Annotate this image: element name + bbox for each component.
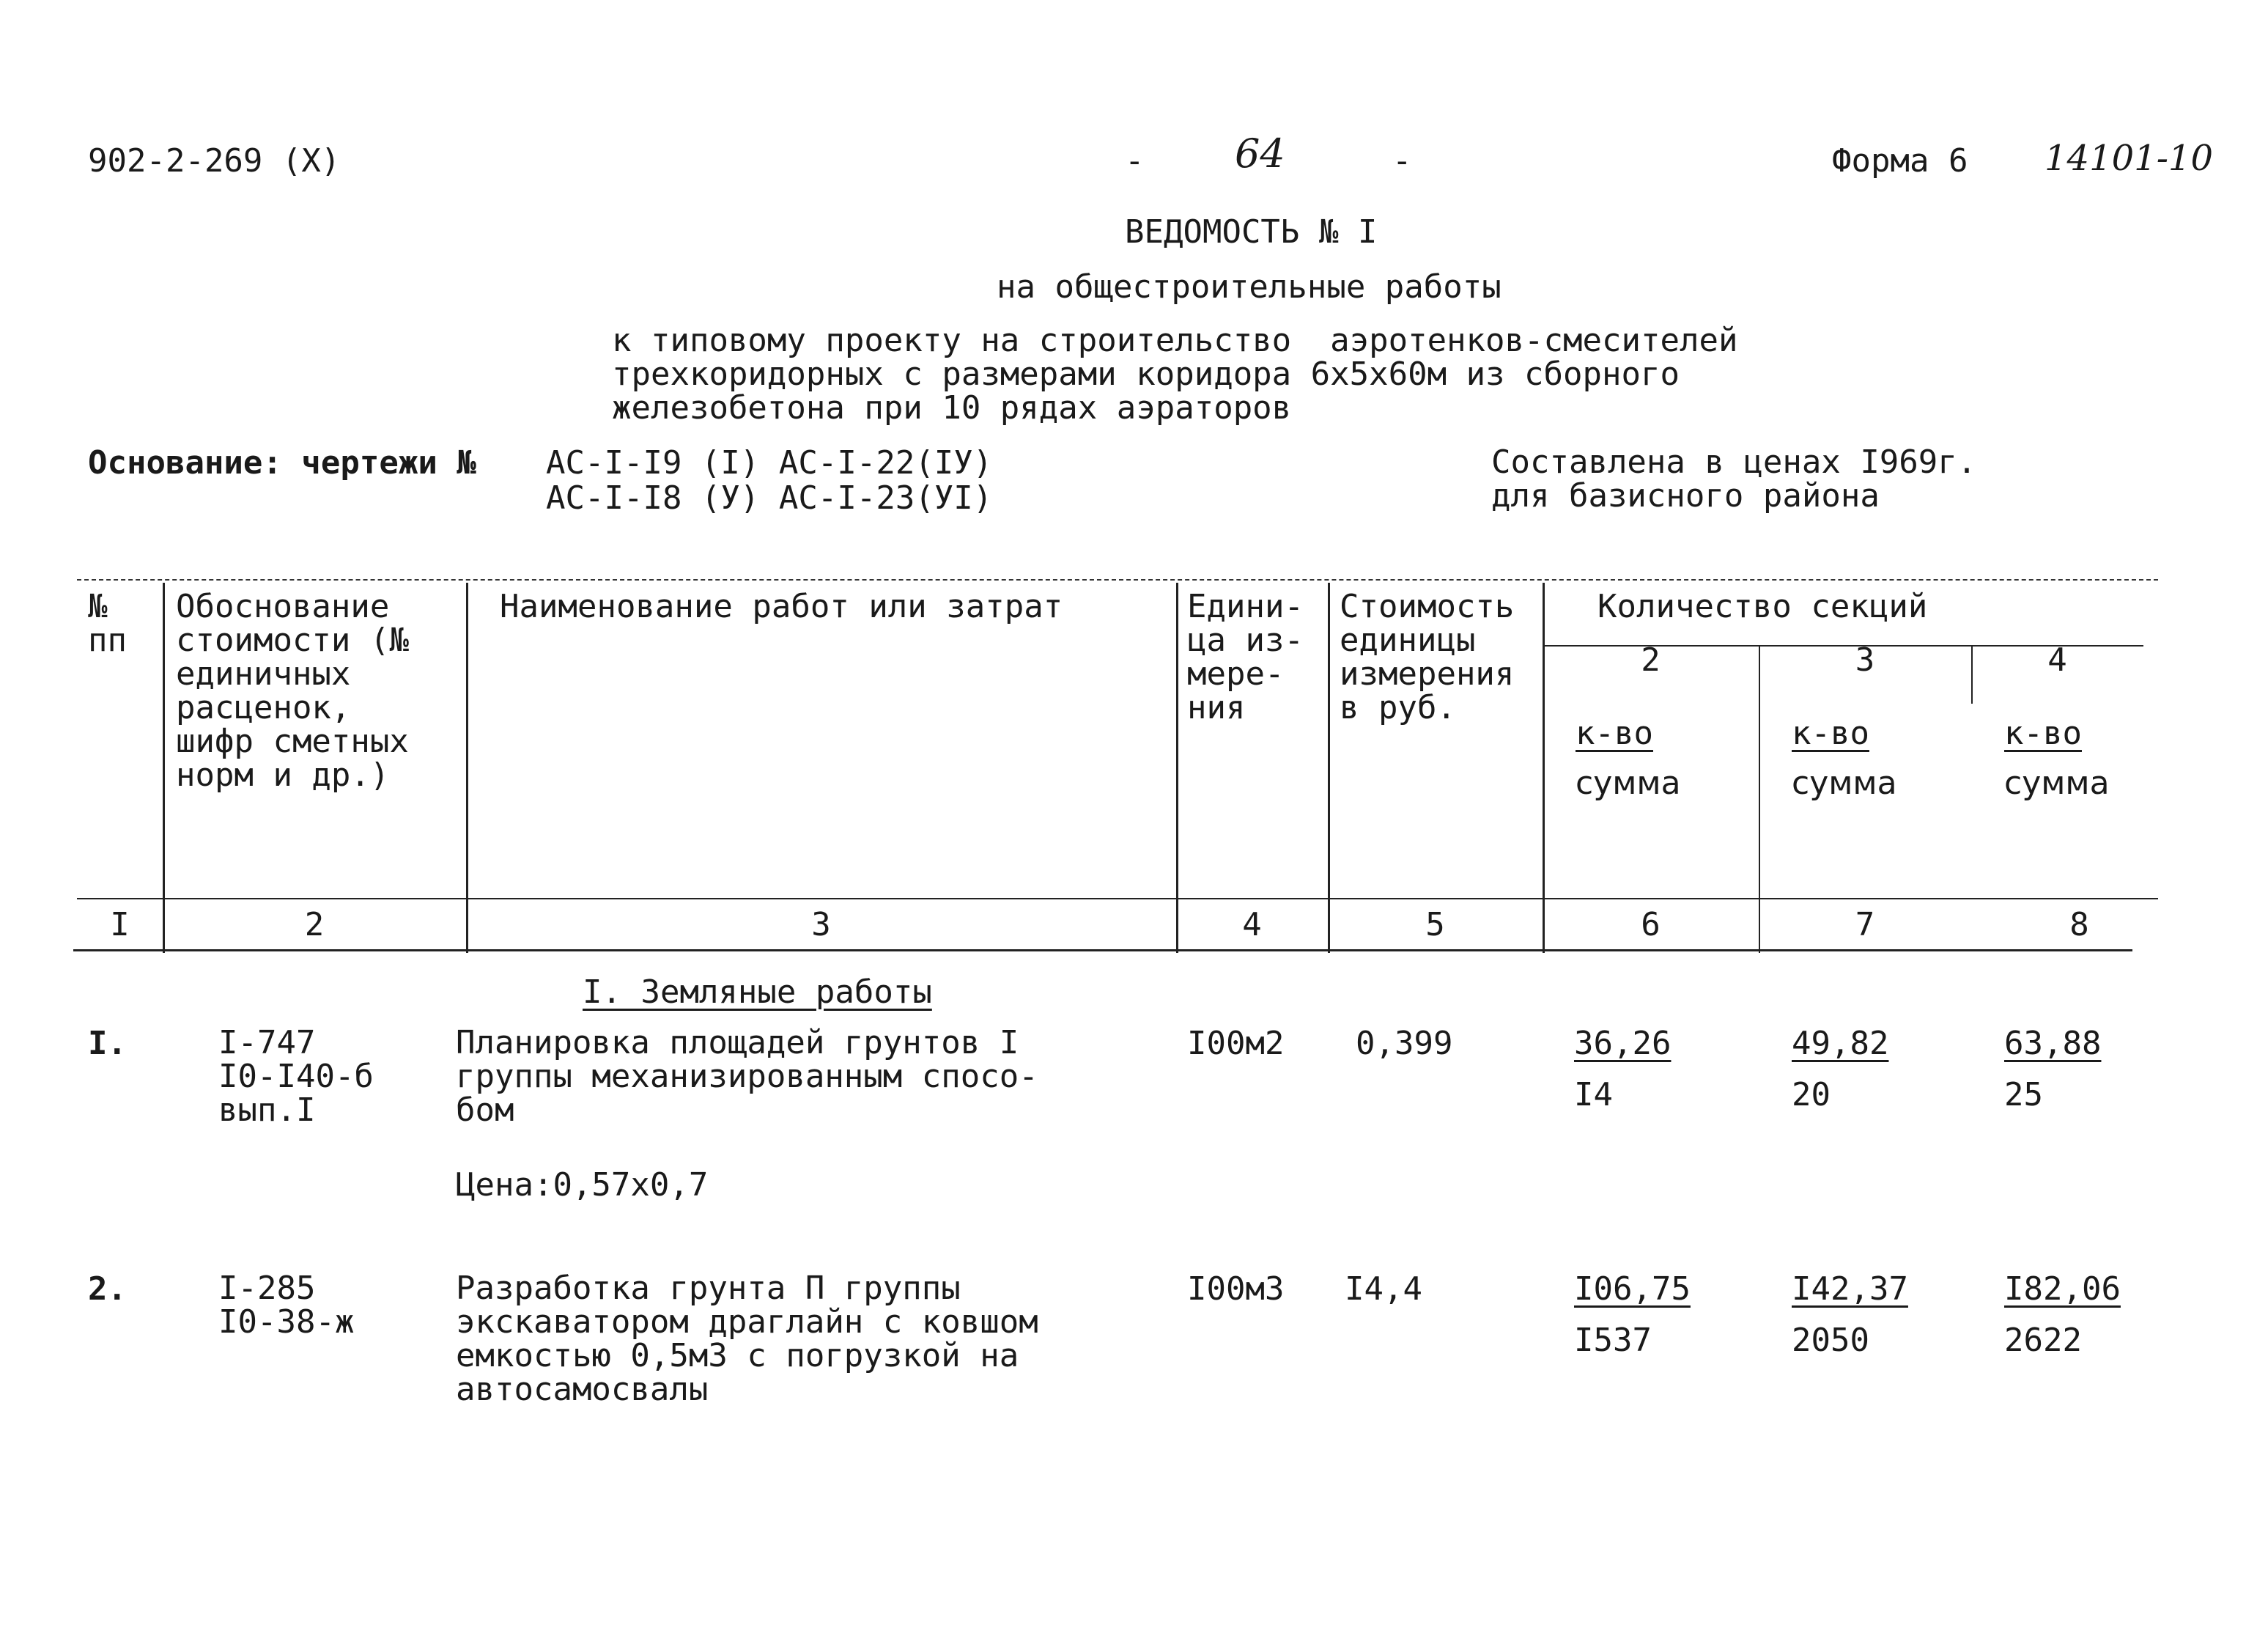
header-bottom-border [77,898,2158,899]
basis-drawings-row2: АС-I-I8 (У) АС-I-23(УI) [546,479,993,517]
row-section-3-sum: 20 [1792,1076,1831,1113]
statement-subtitle: на общестроительные работы [997,268,1501,306]
table-top-border [77,579,2158,581]
row-unit-cost: 0,399 [1356,1025,1453,1062]
row-section-2-sum: I4 [1574,1076,1613,1113]
row-unit: I00м2 [1187,1025,1285,1062]
basis-drawings-row1: АС-I-I9 (I) АС-I-22(IУ) [546,444,993,482]
row-section-3-sum: 2050 [1792,1322,1869,1359]
section-title: I. Земляные работы [583,973,932,1011]
row-unit: I00м3 [1187,1270,1285,1308]
form-label: Форма 6 [1832,142,1968,180]
page-number-dash-right: - [1392,142,1412,180]
header-sections-count: Количество секций [1597,588,1928,625]
header-work-name: Наименование работ или затрат [500,588,1063,625]
col-divider-5 [1543,583,1545,953]
column-number-2: 2 [304,906,325,943]
column-numbers-bottom-border [73,949,2132,951]
column-number-1: I [110,906,130,943]
header-unit-cost: Стоимость единицы измерения в руб. [1340,588,1515,726]
section-3-qty-label: к-во [1792,715,1869,752]
row-section-4-sum: 25 [2004,1076,2043,1113]
header-unit: Едини- ца из- мере- ния [1187,588,1304,726]
row-section-4-qty: I82,06 [2004,1270,2121,1308]
row-work-name: Разработка грунта П группы экскаватором драглайн с ковшом емкостью 0,5м3 с погрузкой на автосамосвалы [456,1270,1038,1408]
section-3-sum-label: сумма [1792,765,1897,802]
column-number-7: 7 [1855,906,1875,943]
section-4-qty-label: к-во [2004,715,2082,752]
row-section-3-qty: 49,82 [1792,1025,1889,1062]
col-divider-6 [1759,645,1760,953]
basis-label: Основание: чертежи № [88,444,476,482]
row-work-name: Планировка площадей грунтов I группы механизированным спосо- бом [456,1024,1038,1129]
section-4-header: 4 [2047,641,2067,679]
document-code: 902-2-269 (X) [88,142,341,180]
row-unit-cost: I4,4 [1345,1270,1422,1308]
row-section-2-qty: I06,75 [1574,1270,1691,1308]
row-section-4-sum: 2622 [2004,1322,2082,1359]
section-2-sum-label: сумма [1576,765,1681,802]
prices-note: Составлена в ценах I969г. для базисного района [1491,443,1977,515]
row-section-3-qty: I42,37 [1792,1270,1908,1308]
header-basis: Обоснование стоимости (№ единичных расценок, шифр сметных норм и др.) [176,588,409,794]
section-3-header: 3 [1855,641,1875,679]
row-number: I. [88,1025,127,1062]
column-number-8: 8 [2069,906,2089,943]
column-number-3: 3 [811,906,831,943]
row-code: I-747 I0-I40-б вып.I [218,1024,374,1129]
row-number: 2. [88,1270,127,1308]
section-2-header: 2 [1641,641,1661,679]
row-price-note: Цена:0,57х0,7 [456,1166,709,1204]
row-section-2-qty: 36,26 [1574,1025,1672,1062]
column-number-6: 6 [1641,906,1661,943]
row-section-2-sum: I537 [1574,1322,1652,1359]
col-divider-3 [1176,583,1178,953]
page-number-dash-left: - [1125,142,1145,180]
archive-number: 14101-10 [2044,138,2213,179]
row-code: I-285 I0-38-ж [218,1270,355,1341]
row-section-4-qty: 63,88 [2004,1025,2102,1062]
project-description: к типовому проекту на строительство аэротенков-смесителей трехкоридорных с размерами коридора 6х5х60м из сборного железобетона при 10 рядах аэраторов [612,322,1738,427]
statement-title: ВЕДОМОСТЬ № I [1125,213,1378,251]
header-number: № пп [88,588,127,659]
col-divider-1 [163,583,165,953]
col-divider-2 [466,583,468,953]
section-4-sum-label: сумма [2004,765,2110,802]
section-2-qty-label: к-во [1576,715,1653,752]
column-number-5: 5 [1425,906,1445,943]
page-number: 64 [1235,130,1285,177]
column-number-4: 4 [1242,906,1262,943]
col-divider-4 [1328,583,1330,953]
